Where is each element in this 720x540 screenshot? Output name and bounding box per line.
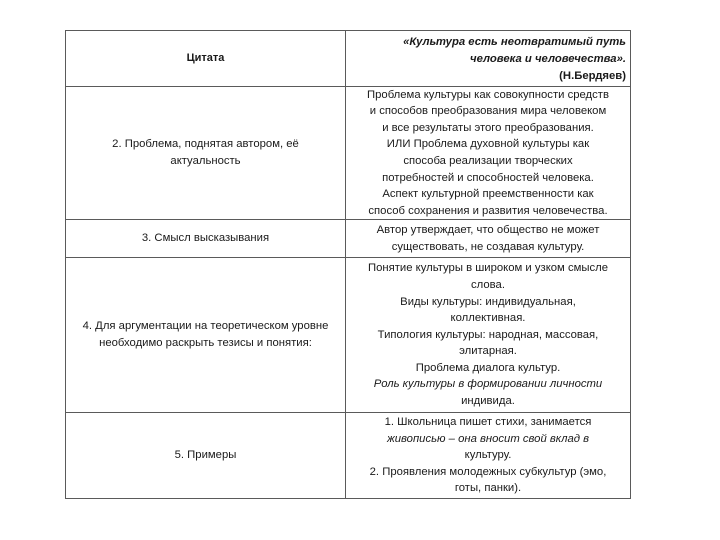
meaning-cell (346, 220, 630, 258)
content-line: 1. Школьница пишет стихи, занимается (384, 416, 592, 429)
row-label-examples (66, 413, 346, 498)
content-line: 2. Проявления молодежных субкультур (эмо, (369, 465, 607, 478)
row-label-text: 4. Для аргументации на теоретическом уровне необходимо раскрыть тезисы и понятия: (82, 320, 329, 349)
content-line: слова. (471, 278, 505, 291)
row-label-text: 3. Смысл высказывания (141, 232, 270, 245)
problem-cell (346, 87, 630, 220)
content-line: Аспект культурной преемственности как (382, 188, 594, 201)
quote-line: человека и человечества». (470, 53, 626, 65)
examples-cell (346, 413, 630, 498)
content-line: Роль культуры в формировании личности (373, 378, 603, 391)
row-label-text: 2. Проблема, поднятая автором, её актуальность (112, 138, 299, 167)
content-line: существовать, не создавая культуру. (391, 240, 585, 253)
content-line: Типология культуры: народная, массовая, (377, 328, 599, 341)
quote-line: «Культура есть неотвратимый путь (403, 36, 626, 48)
content-line: Проблема культуры как совокупности средств (367, 88, 609, 101)
row-label-quote (66, 31, 346, 87)
row-label-meaning (66, 220, 346, 258)
content-line: потребностей и способностей человека. (382, 171, 594, 184)
row-label-text: 5. Примеры (174, 449, 237, 462)
content-line: Автор утверждает, что общество не может (376, 223, 600, 236)
content-line: коллективная. (450, 312, 526, 325)
content-line: готы, панки). (454, 482, 522, 495)
row-label-text: Цитата (186, 52, 225, 65)
content-line: культуру. (464, 449, 512, 462)
content-line: способ сохранения и развития человечества. (368, 204, 608, 217)
content-line: живописью – она вносит свой вклад в (386, 432, 590, 445)
content-line: Понятие культуры в широком и узком смысле (367, 262, 609, 275)
content-line: Проблема диалога культур. (415, 361, 561, 374)
content-line: ИЛИ Проблема духовной культуры как (386, 138, 590, 151)
content-line: и все результаты этого преобразования. (382, 121, 594, 134)
content-line: Виды культуры: индивидуальная, (400, 295, 576, 308)
quote-author: (Н.Бердяев) (559, 70, 626, 82)
content-line: индивида. (461, 395, 515, 408)
content-line: элитарная. (459, 345, 517, 358)
quote-cell (346, 31, 630, 87)
row-label-theory (66, 258, 346, 413)
content-line: и способов преобразования мира человеком (369, 105, 607, 118)
row-label-problem (66, 87, 346, 220)
content-table (65, 30, 631, 499)
theory-cell (346, 258, 630, 413)
content-line: способа реализации творческих (403, 155, 573, 167)
